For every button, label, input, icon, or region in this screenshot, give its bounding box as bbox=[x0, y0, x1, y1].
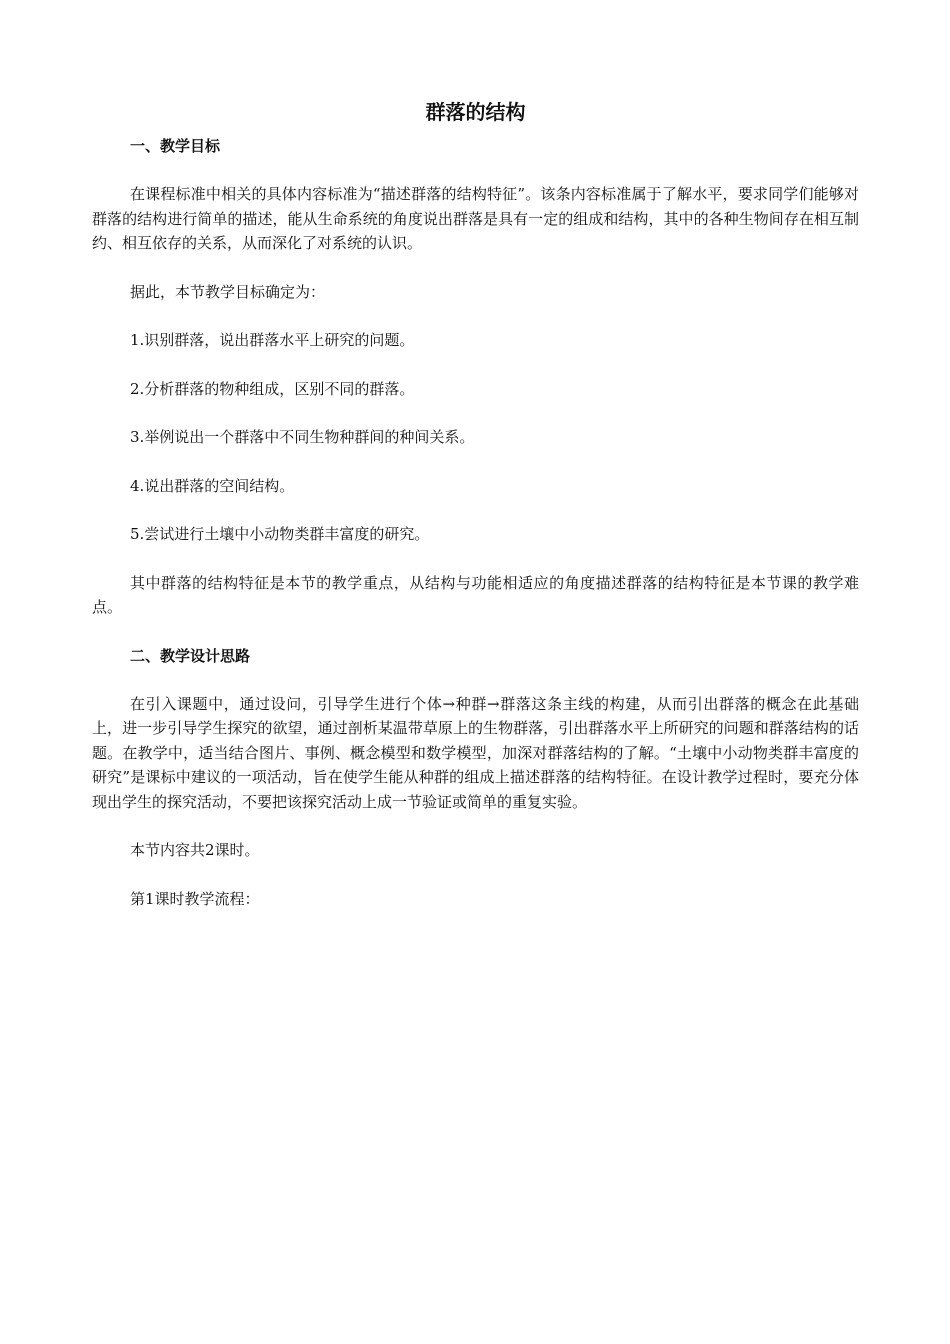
goal-item-5: 5.尝试进行土壤中小动物类群丰富度的研究。 bbox=[130, 525, 430, 543]
goal-item-3: 3.举例说出一个群落中不同生物种群间的种间关系。 bbox=[130, 428, 475, 446]
section-heading-design-approach: 二、教学设计思路 bbox=[130, 646, 251, 665]
goal-item-1: 1.识别群落，说出群落水平上研究的问题。 bbox=[130, 331, 415, 349]
paragraph-design-approach: 在引入课题中，通过设问，引导学生进行个体→种群→群落这条主线的构建，从而引出群落的概念在此基础上，进一步引导学生探究的欲望，通过剖析某温带草原上的生物群落，引出群落水平上所研究的问题和群落结构的话题。在教学中，适当结合图片、事例、概念模型和数学模型，加深对群落结构的了解。“土壤中小动物类群丰富度的研究”是课标中建议的一项活动，旨在使学生能从种群的组成上描述群落的结构特征。在设计教学过程时，要充分体现出学生的探究活动，不要把该探究活动上成一节验证或简单的重复实验。 bbox=[92, 694, 859, 811]
section-heading-teaching-goals: 一、教学目标 bbox=[130, 137, 221, 155]
document-page bbox=[92, 96, 859, 935]
paragraph-goals-intro: 据此，本节教学目标确定为： bbox=[130, 282, 326, 301]
paragraph-lesson-flow: 第1课时教学流程： bbox=[130, 889, 260, 908]
goal-item-4: 4.说出群落的空间结构。 bbox=[130, 476, 295, 495]
paragraph-lesson-count: 本节内容共2课时。 bbox=[130, 841, 260, 859]
paragraph-key-points: 其中群落的结构特征是本节的教学重点，从结构与功能相适应的角度描述群落的结构特征是本节课的教学难点。 bbox=[92, 573, 859, 616]
paragraph-curriculum-standard: 在课程标准中相关的具体内容标准为“描述群落的结构特征”。该条内容标准属于了解水平，要求同学们能够对群落的结构进行简单的描述，能从生命系统的角度说出群落是具有一定的组成和结构，其中的各种生物间存在相互制约、相互依存的关系，从而深化了对系统的认识。 bbox=[92, 185, 859, 252]
document-title: 群落的结构 bbox=[425, 100, 526, 124]
goal-item-2: 2.分析群落的物种组成，区别不同的群落。 bbox=[130, 379, 415, 398]
